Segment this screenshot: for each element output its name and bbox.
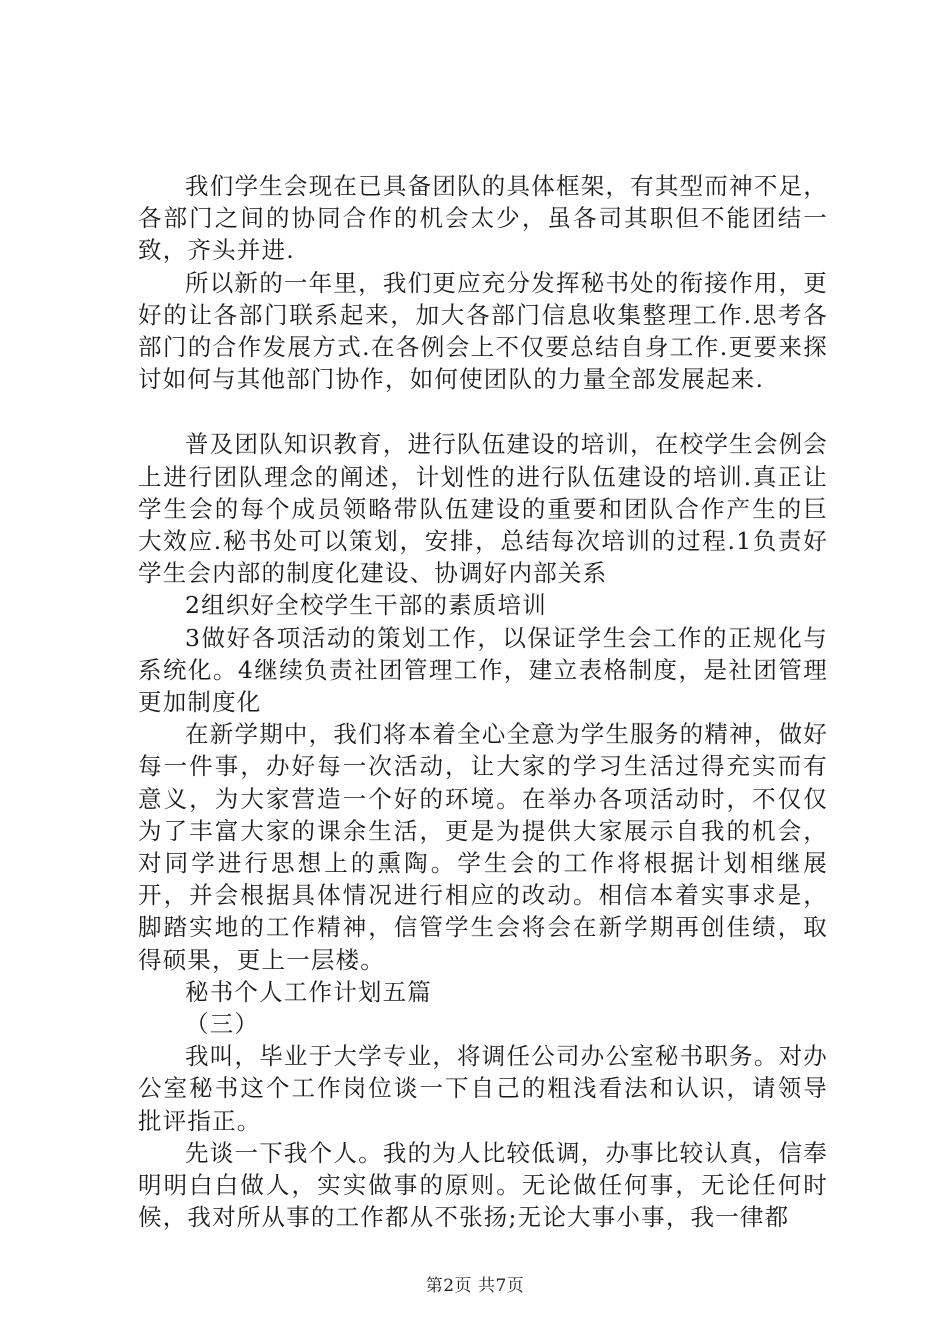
paragraph-self-intro: 我叫，毕业于大学专业，将调任公司办公室秘书职务。对办公室秘书这个工作岗位谈一下自己的粗浅看法和认识，请领导批评指正。: [138, 1042, 828, 1135]
paragraph-new-semester: 在新学期中，我们将本着全心全意为学生服务的精神，做好每一件事，办好每一次活动，让大家的学习生活过得充实而有意义，为大家营造一个好的环境。在举办各项活动时，不仅仅为了丰富大家的课余生活，更是为提供大家展示自我的机会，对同学进行思想上的熏陶。学生会的工作将根据计划相继展开，并会根据具体情况进行相应的改动。相信本着实事求是，脚踏实地的工作精神，信管学生会将会在新学期再创佳绩，取得硕果，更上一层楼。: [138, 720, 828, 974]
paragraph-section-title: 秘书个人工作计划五篇: [185, 977, 432, 1006]
paragraph-team-framework: 我们学生会现在已具备团队的具体框架，有其型而神不足，各部门之间的协同合作的机会太少，虽各司其职但不能团结一致，齐头并进.: [138, 172, 828, 265]
page-number-footer: 第2页 共7页: [425, 1276, 525, 1296]
paragraph-personality: 先谈一下我个人。我的为人比较低调，办事比较认真，信奉明明白白做人，实实做事的原则。无论做任何事，无论任何时候，我对所从事的工作都从不张扬;无论大事小事，我一律都: [138, 1138, 828, 1232]
paragraph-gap: [138, 395, 828, 428]
paragraph-item-3-4: 3做好各项活动的策划工作，以保证学生会工作的正规化与系统化。4继续负责社团管理工作，建立表格制度，是社团管理更加制度化: [138, 623, 828, 717]
paragraph-team-training: 普及团队知识教育，进行队伍建设的培训，在校学生会例会上进行团队理念的阐述，计划性的进行队伍建设的培训.真正让学生会的每个成员领略带队伍建设的重要和团队合作产生的巨大效应.秘书处可以策划，安排，总结每次培训的过程.1负责好学生会内部的制度化建设、协调好内部关系: [138, 430, 828, 588]
document-body: [138, 170, 828, 1234]
paragraph-section-number: （三）: [185, 1010, 260, 1039]
paragraph-item-2: 2组织好全校学生干部的素质培训: [185, 591, 547, 620]
paragraph-new-year-plan: 所以新的一年里，我们更应充分发挥秘书处的衔接作用，更好的让各部门联系起来，加大各部门信息收集整理工作.思考各部门的合作发展方式.在各例会上不仅要总结自身工作.更要来探讨如何与其他部门协作，如何使团队的力量全部发展起来.: [138, 268, 828, 394]
